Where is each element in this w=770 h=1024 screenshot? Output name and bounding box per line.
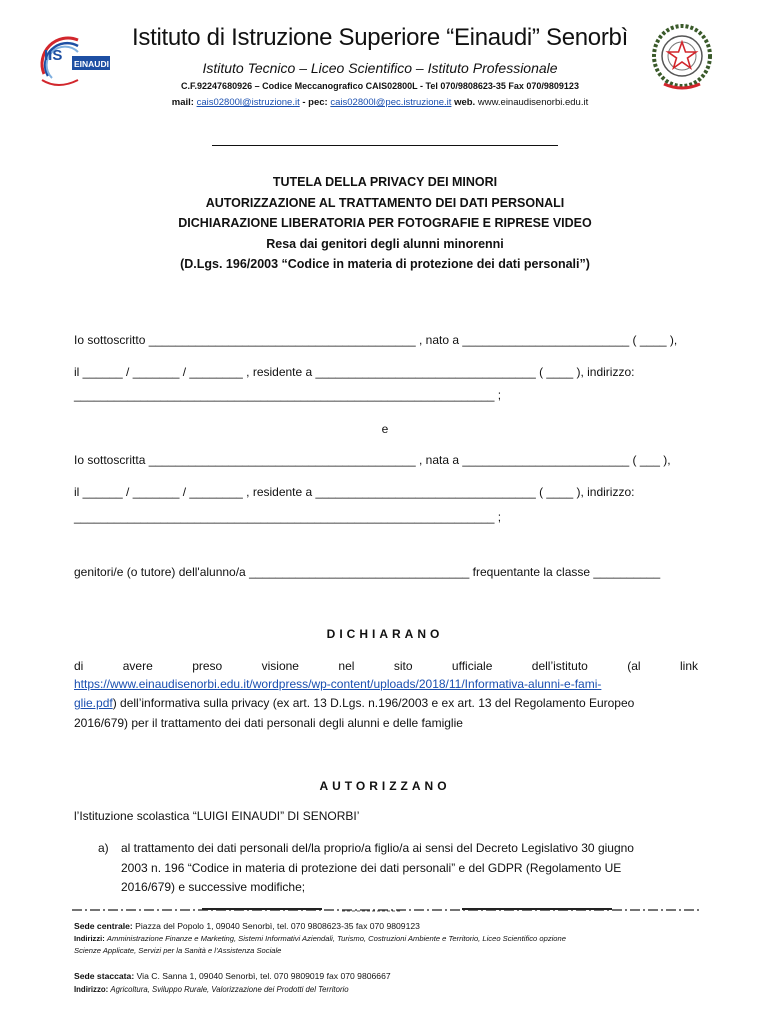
declare-word: di <box>74 659 84 673</box>
footer-main-courses-text-2: Scienze Applicate, Servizi per la Sanità e l’Assistenza Sociale <box>74 946 282 955</box>
title-line-1: TUTELA DELLA PRIVACY DEI MINORI <box>272 175 498 189</box>
mail-label: mail: <box>171 97 194 108</box>
footer-branch-label: Sede staccata: <box>74 971 135 981</box>
footer-main-courses-label: Indirizzi: <box>74 934 105 943</box>
declare-word: avere <box>122 659 153 673</box>
school-logo <box>38 30 114 92</box>
declare-line-1 <box>74 659 698 673</box>
footer-branch-value: Via C. Sanna 1, 09040 Senorbì, tel. 070 9809019 fax 070 9806667 <box>136 971 391 981</box>
item-a-line-3: 2016/679) e successive modifiche; <box>121 880 306 894</box>
pec-link[interactable]: cais02800l@pec.istruzione.it <box>330 97 452 108</box>
contact-separator: - <box>302 97 306 108</box>
web-value: www.einaudisenorbi.edu.it <box>477 97 589 108</box>
footer-main-courses-text: Amministrazione Finanze e Marketing, Sistemi Informativi Aziendali, Turismo, Costruzioni Ambiente e Territorio, Liceo Scientifico opzione <box>106 934 566 943</box>
footer-main-value: Piazza del Popolo 1, 09040 Senorbì, tel. 070 9808623-35 fax 070 9809123 <box>135 921 420 931</box>
mother-name-line: Io sottoscritta ________________________________________ , nata a _________________________ ( ___ ), <box>74 453 671 467</box>
footer-branch-courses-label: Indirizzo: <box>74 985 109 994</box>
declare-word: ufficiale <box>451 659 493 673</box>
institution-line: l’Istituzione scolastica “LUIGI EINAUDI” DI SENORBI’ <box>74 809 360 823</box>
logo-subtext: EINAUDI <box>74 59 109 69</box>
title-line-2: AUTORIZZAZIONE AL TRATTAMENTO DEI DATI PERSONALI <box>205 195 565 210</box>
footer-branch-courses <box>74 985 349 994</box>
father-name-line: Io sottoscritto ________________________________________ , nato a _________________________ ( ____ ), <box>74 333 678 347</box>
mother-address-line: _______________________________________________________________ ; <box>74 510 502 524</box>
declare-heading: DICHIARANO <box>326 627 444 641</box>
footer-branch-office <box>74 971 391 981</box>
document-titles <box>60 172 710 275</box>
school-title: Istituto di Istruzione Superiore “Einaudi” Senorbì <box>132 24 628 51</box>
declare-word: preso <box>192 659 223 673</box>
footer-main-courses-2 <box>74 946 281 955</box>
declare-word: dell’istituto <box>531 659 588 673</box>
footer-main-courses <box>74 934 566 943</box>
privacy-notice-link-line <box>74 677 601 691</box>
title-line-3: DICHIARAZIONE LIBERATORIA PER FOTOGRAFIE E RIPRESE VIDEO <box>178 216 592 230</box>
authorize-heading: AUTORIZZANO <box>319 779 451 793</box>
declare-word: nel <box>338 659 355 673</box>
item-a-marker: a) <box>98 841 109 855</box>
conjunction-and: e <box>381 422 389 436</box>
title-line-4: Resa dai genitori degli alunni minorenni <box>266 236 504 251</box>
parents-student-line: genitori/e (o tutore) dell'alunno/a _________________________________ frequentante la classe __________ <box>74 565 661 579</box>
privacy-notice-link-end[interactable]: glie.pdf <box>74 696 113 710</box>
logo-text: IIS <box>44 47 63 64</box>
declare-word: sito <box>393 659 413 673</box>
privacy-notice-link[interactable]: https://www.einaudisenorbi.edu.it/wordpress/wp-content/uploads/2018/11/Informativa-alunni-e-fami- <box>74 677 602 691</box>
school-contacts <box>110 97 650 108</box>
footer-main-office <box>74 921 420 931</box>
footer-main-label: Sede centrale: <box>74 921 133 931</box>
declare-word: link <box>679 659 698 673</box>
footer-branch-courses-text: Agricoltura, Sviluppo Rurale, Valorizzazione dei Prodotti del Territorio <box>110 985 349 994</box>
item-a-line-2: 2003 n. 196 “Codice in materia di protezione dei dati personali” e del GDPR (Regolamento UE <box>121 861 622 875</box>
title-line-5: (D.Lgs. 196/2003 “Codice in materia di protezione dei dati personali”) <box>180 257 590 271</box>
father-address-line: _______________________________________________________________ ; <box>74 388 502 402</box>
footer-divider <box>72 907 700 913</box>
school-subtitle: Istituto Tecnico – Liceo Scientifico – Istituto Professionale <box>202 60 558 76</box>
pec-label: pec: <box>308 97 328 108</box>
italian-republic-emblem <box>650 22 714 92</box>
mail-link[interactable]: cais02800l@istruzione.it <box>196 97 300 108</box>
header-divider <box>212 145 558 146</box>
mother-date-line: il ______ / _______ / ________ , residente a _________________________________ ( ____ ), indirizzo: <box>74 485 635 499</box>
school-codes: C.F.92247680926 – Codice Meccanografico CAIS02800L - Tel 070/9808623-35 Fax 070/9809123 <box>181 81 579 91</box>
web-label: web. <box>454 97 476 108</box>
declare-word: visione <box>261 659 299 673</box>
declare-line-3-text: ) dell’informativa sulla privacy (ex art. 13 D.Lgs. n.196/2003 e ex art. 13 del Regolamento Europeo <box>112 696 635 710</box>
father-date-line: il ______ / _______ / ________ , residente a _________________________________ ( ____ ), indirizzo: <box>74 365 635 379</box>
declare-word: (al <box>627 659 641 673</box>
declare-line-4: 2016/679) per il trattamento dei dati personali degli alunni e delle famiglie <box>74 716 463 730</box>
declare-line-3 <box>74 696 634 710</box>
item-a-line-1: al trattamento dei dati personali del/la proprio/a figlio/a ai sensi del Decreto Legislativo 30 giugno <box>121 841 634 855</box>
